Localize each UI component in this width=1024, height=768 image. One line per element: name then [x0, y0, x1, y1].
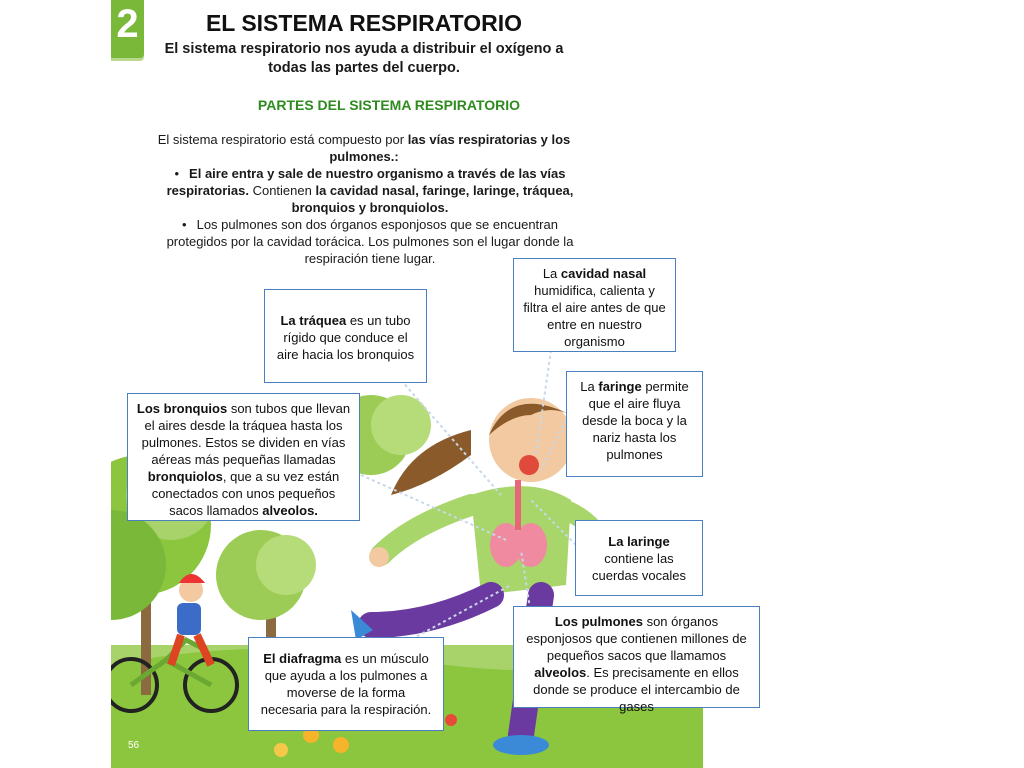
- larynx-box: La laringe contiene las cuerdas vocales: [575, 520, 703, 596]
- pharynx-box: La faringe permite que el aire fluya desde la boca y la nariz hasta los pulmones: [566, 371, 703, 477]
- bullet-list: [165, 165, 575, 267]
- diaphragm-box: El diafragma es un músculo que ayuda a los pulmones a moverse de la forma necesaria para la respiración.: [248, 637, 444, 731]
- intro-paragraph: [140, 131, 588, 165]
- page-subtitle: El sistema respiratorio nos ayuda a distribuir el oxígeno a todas las partes del cuerpo.: [164, 41, 564, 76]
- list-item: • El aire entra y sale de nuestro organismo a través de las vías respiratorias. Contienen la cavidad nasal, faringe, laringe, tráquea, bronquios y bronquiolos.: [166, 166, 574, 215]
- trachea-box: La tráquea es un tubo rígido que conduce el aire hacia los bronquios: [264, 289, 427, 383]
- page-title: EL SISTEMA RESPIRATORIO: [205, 10, 523, 36]
- nasal-cavity-box: La cavidad nasal humidifica, calienta y filtra el aire antes de que entre en nuestro organismo: [513, 258, 676, 352]
- bullet-icon: •: [174, 166, 180, 181]
- list-item: • Los pulmones son dos órganos esponjosos que se encuentran protegidos por la cavidad torácica. Los pulmones son el lugar donde la respiración tiene lugar.: [166, 217, 574, 266]
- intro-bold-text: las vías respiratorias y los pulmones.:: [329, 132, 571, 164]
- unit-number-badge: 2: [111, 0, 144, 58]
- bullet-icon: •: [182, 217, 187, 232]
- intro-text: El sistema respiratorio está compuesto por: [157, 132, 408, 147]
- bronchi-box: Los bronquios son tubos que llevan el aires desde la tráquea hasta los pulmones. Estos se dividen en vías aéreas más pequeñas llamadas bronquiolos, que a su vez están conectados con unos pequeños sacos llamados alveolos.: [127, 393, 360, 521]
- page-number: 56: [128, 740, 140, 751]
- section-title: PARTES DEL SISTEMA RESPIRATORIO: [257, 97, 521, 113]
- lungs-box: Los pulmones son órganos esponjosos que contienen millones de pequeños sacos que llamamos alveolos. Es precisamente en ellos donde se produce el intercambio de gases: [513, 606, 760, 708]
